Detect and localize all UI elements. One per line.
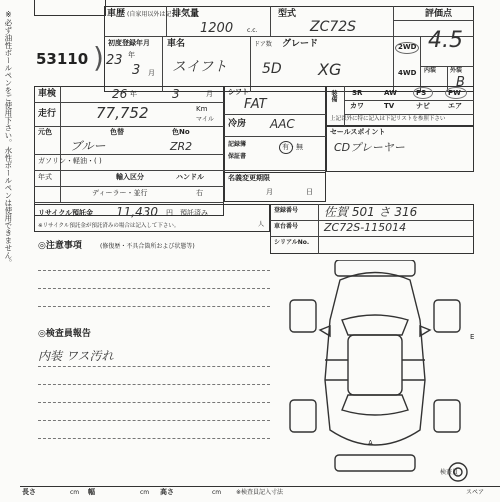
chassis-value: ZC72S-115014 — [324, 221, 407, 234]
displacement-label: 排気量 — [172, 9, 200, 19]
aircon-value: AAC — [270, 117, 295, 131]
rating-value: 4.5 — [428, 28, 463, 53]
shift-label: シフト — [228, 88, 249, 96]
inspector-text: 内装 ワス汚れ — [38, 349, 114, 363]
aircon-label: 冷房 — [228, 119, 247, 129]
plate-label: 登録番号 — [274, 207, 299, 214]
history-label: 車歴 — [107, 9, 126, 19]
name-value: スイフト — [172, 59, 228, 75]
color-no-label: 色No — [172, 128, 190, 136]
recycle-label: リサイクル預託金 — [38, 209, 94, 217]
interior-value: B — [456, 75, 465, 90]
length-cm: cm — [70, 489, 80, 496]
equip-navi: ナビ — [416, 102, 430, 110]
top-stub-box — [34, 0, 106, 16]
recycle-unit: 円 — [166, 209, 173, 217]
selling-value: CDプレーヤー — [334, 141, 405, 154]
model-value: ZC72S — [310, 19, 357, 35]
caution-label: ◎注意事項 — [38, 241, 82, 251]
shaken-year-value: 26 — [112, 87, 128, 101]
first-reg-label: 初度登録年月 — [108, 39, 150, 47]
diagram-label-a: A — [368, 439, 373, 447]
length-label: 長さ — [22, 488, 36, 496]
exterior-label: 外装 — [450, 67, 463, 74]
reg-year-label: 年 — [128, 51, 135, 59]
import-label: 輸入区分 — [116, 173, 144, 181]
shaken-month-value: 3 — [172, 87, 180, 101]
equip-ps: PS — [416, 89, 427, 97]
bracket-mark: ) — [93, 41, 104, 74]
history-note: (自家用以外は記入) — [127, 11, 180, 18]
name-change-label: 名義変更期限 — [228, 174, 270, 182]
equip-aw: AW — [384, 89, 397, 97]
recycle-value: 11,430 — [116, 205, 158, 219]
equip-ps-circle — [413, 87, 433, 99]
reg-month-value: 3 — [132, 63, 141, 78]
mileage-value: 77,752 — [96, 104, 149, 122]
year-type-label: 年式 — [38, 173, 52, 181]
doors-label: ドア数 — [254, 41, 272, 48]
original-color-label: 元色 — [38, 128, 52, 136]
name-change-month: 月 — [266, 188, 273, 196]
color-value: ブルー — [70, 139, 106, 153]
interior-label: 内装 — [424, 67, 437, 74]
recordbook-options: 有・無 — [282, 143, 303, 151]
drive-2wd: 2WD — [398, 43, 417, 51]
equipment-label: 装備 — [330, 90, 337, 102]
color-no-value: ZR2 — [170, 140, 193, 153]
mileage-label: 走行 — [38, 109, 57, 119]
inspector-label: ◎検査員報告 — [38, 329, 91, 339]
diagram-label-e: E — [470, 333, 475, 341]
equip-pw-circle — [445, 87, 467, 99]
equip-pw: PW — [448, 89, 461, 97]
people-label: 人 — [258, 221, 265, 228]
drive-4wd: 4WD — [398, 69, 417, 77]
displacement-unit: c.c. — [247, 27, 258, 34]
diagram-spare-label: スペア — [466, 489, 485, 496]
doors-value: 5D — [262, 61, 282, 77]
width-cm: cm — [140, 489, 150, 496]
drive-circle — [395, 42, 419, 54]
model-label: 型式 — [278, 9, 297, 19]
plate-value: 佐賀 501 さ 316 — [324, 205, 418, 219]
serial-label: シリアルNo. — [274, 239, 310, 246]
mileage-unit-km: Km — [196, 105, 208, 113]
lot-number: 53110 — [36, 50, 89, 68]
selling-label: セールスポイント — [330, 128, 386, 136]
caution-sub: (修復歴・不具合箇所および状態等) — [100, 243, 195, 250]
mileage-unit-mile: マイル — [196, 116, 214, 123]
name-label: 車名 — [167, 39, 186, 49]
grade-value: XG — [318, 60, 342, 79]
diagram-inspector-label: 検査員 — [440, 469, 459, 476]
reg-year-value: 23 — [106, 53, 123, 68]
recordbook-label: 記録簿 — [228, 141, 247, 148]
equip-tv: TV — [384, 102, 395, 110]
dealer-label: ディーラー・並行 — [92, 189, 148, 197]
handle-value: 右 — [196, 189, 203, 197]
warranty-label: 保証書 — [228, 153, 247, 160]
equip-note: 上記以外に特に記入は下記リストを参照下さい — [330, 116, 446, 122]
height-label: 高さ — [160, 488, 174, 496]
recordbook-circle — [279, 141, 293, 154]
name-change-day: 日 — [306, 188, 313, 196]
car-diagram — [280, 260, 470, 485]
height-cm: cm — [212, 489, 222, 496]
equip-sr: SR — [352, 89, 363, 97]
recycle-note: ※リサイクル預託金が預託済みの場合は記入して下さい。 — [38, 223, 180, 229]
recycle-status: 預託済み — [180, 209, 208, 217]
width-label: 幅 — [88, 488, 95, 496]
reg-month-label: 月 — [148, 69, 155, 77]
dimension-note: ※検査員記入寸法 — [236, 489, 284, 496]
side-note: ※必ず油性ボールペンをご使用下さい。水性ボールペンは使用できません。 — [3, 10, 13, 267]
equip-leather: カワ — [350, 102, 364, 110]
rating-label: 評価点 — [425, 9, 453, 19]
color-label: 色替 — [110, 128, 124, 136]
grade-label: グレード — [282, 39, 319, 49]
chassis-label: 車台番号 — [274, 223, 299, 230]
fuel-label: ガソリン・軽油・( ) — [38, 157, 102, 165]
displacement-value: 1200 — [200, 21, 234, 36]
shaken-label: 車検 — [38, 89, 57, 99]
equip-air: エア — [448, 102, 462, 110]
shift-value: FAT — [244, 97, 267, 112]
shaken-year-label: 年 — [130, 90, 137, 98]
handle-label: ハンドル — [176, 173, 204, 181]
shaken-month-label: 月 — [206, 90, 213, 98]
